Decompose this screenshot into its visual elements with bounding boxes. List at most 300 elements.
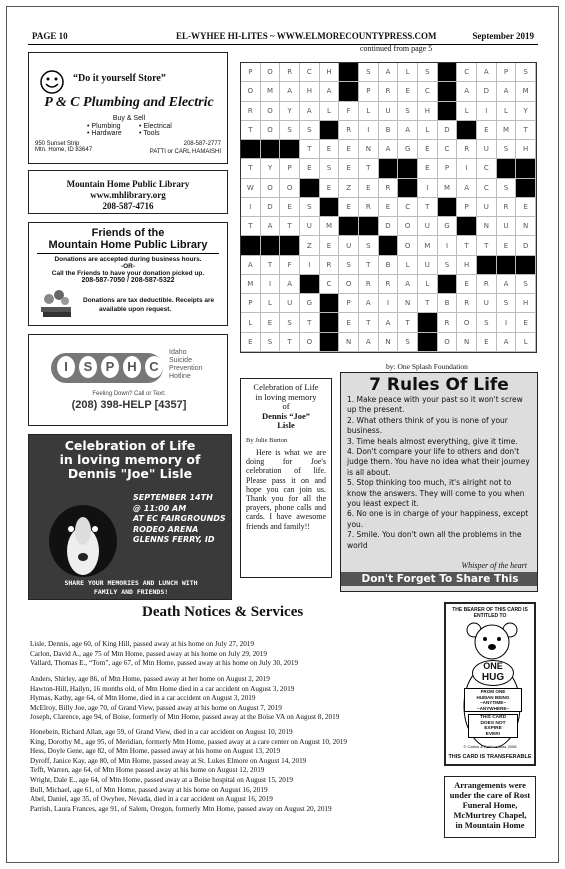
- crossword-cell: R: [320, 256, 340, 275]
- notice-item: Hawton-Hill, Hailyn, 16 months old, of Mtn Home died in a car accident on August 3, 2019: [30, 684, 295, 693]
- crossword-cell: S: [261, 333, 281, 352]
- crossword-cell: O: [261, 102, 281, 121]
- isph-name-2: Suicide: [169, 357, 192, 364]
- crossword-cell: R: [241, 102, 261, 121]
- crossword-cell: P: [241, 63, 261, 82]
- pc-items-right: • Electrical • Tools: [139, 123, 172, 137]
- crossword-cell: G: [398, 140, 418, 159]
- crossword-cell: E: [418, 140, 438, 159]
- crossword-cell: C: [320, 275, 340, 294]
- crossword-cell: E: [477, 333, 497, 352]
- crossword-cell: E: [418, 159, 438, 178]
- crossword-cell: H: [516, 294, 536, 313]
- crossword-black-cell: [280, 236, 300, 255]
- crossword-cell: N: [457, 333, 477, 352]
- crossword-cell: I: [438, 236, 458, 255]
- crossword-cell: S: [339, 256, 359, 275]
- crossword-cell: S: [418, 63, 438, 82]
- friends-line3: Call the Friends to have your donation picked up.: [51, 270, 205, 277]
- crossword-black-cell: [261, 140, 281, 159]
- crossword-cell: H: [516, 140, 536, 159]
- notice-item: Honebein, Richard Allan, age 59, of Grand View, died in a car accident on August 10, 2019: [30, 728, 293, 736]
- crossword-cell: S: [359, 63, 379, 82]
- crossword-cell: R: [457, 140, 477, 159]
- notice-item: Parrish, Laura Frances, age 91, of Salem, Oregon, formerly Mtn Home, passed away on August 20, 2019: [30, 804, 332, 813]
- crossword-cell: M: [516, 82, 536, 101]
- crossword-black-cell: [320, 313, 340, 332]
- crossword-cell: O: [300, 333, 320, 352]
- crossword-cell: C: [477, 159, 497, 178]
- notice-group-4: [30, 776, 332, 814]
- crossword-black-cell: [379, 159, 399, 178]
- crossword-black-cell: [497, 256, 517, 275]
- crossword-cell: S: [398, 102, 418, 121]
- article-byline: By Julie Burton: [246, 436, 288, 444]
- crossword-cell: H: [300, 82, 320, 101]
- crossword-cell: I: [359, 121, 379, 140]
- crossword-cell: O: [241, 82, 261, 101]
- crossword-cell: S: [497, 179, 517, 198]
- crossword-cell: H: [418, 102, 438, 121]
- flyer-details: [133, 493, 232, 546]
- crossword-cell: O: [280, 179, 300, 198]
- crossword-cell: S: [438, 256, 458, 275]
- rule-item: 2. What others think of you is none of your business.: [347, 415, 508, 436]
- crossword-cell: G: [438, 217, 458, 236]
- crossword-cell: S: [477, 313, 497, 332]
- crossword-cell: E: [280, 198, 300, 217]
- crossword-cell: U: [300, 217, 320, 236]
- crossword-black-cell: [339, 82, 359, 101]
- crossword-cell: R: [359, 198, 379, 217]
- crossword-cell: C: [418, 82, 438, 101]
- crossword-cell: O: [438, 333, 458, 352]
- friends-note2: available upon request.: [99, 306, 172, 313]
- crossword-cell: W: [241, 179, 261, 198]
- hug-arc: THE BEARER OF THIS CARD IS ENTITLED TO: [452, 607, 528, 619]
- isph-name-4: Hotline: [169, 373, 191, 380]
- hug-word: HUG: [481, 672, 505, 683]
- notice-item: Tefft, Warren, age 64, of Mtn Home passed away at his home on August 12, 2019: [30, 766, 265, 775]
- crossword-cell: E: [457, 275, 477, 294]
- notice-item: Abel, Daniel, age 35, of Owyhee, Nevada, died in a car accident on August 16, 2019: [30, 795, 273, 804]
- crossword-cell: Z: [300, 236, 320, 255]
- rule-item: 1. Make peace with your past so it won't screw up the present.: [347, 395, 523, 415]
- crossword-cell: T: [241, 217, 261, 236]
- isph-name-3: Prevention: [169, 365, 203, 372]
- crossword-cell: L: [241, 313, 261, 332]
- crossword-black-cell: [339, 63, 359, 82]
- crossword-cell: Y: [261, 159, 281, 178]
- crossword-black-cell: [457, 217, 477, 236]
- crossword-cell: M: [497, 121, 517, 140]
- continued-note: continued from page 5: [360, 44, 433, 53]
- crossword-cell: G: [300, 294, 320, 313]
- crossword-black-cell: [300, 275, 320, 294]
- crossword-cell: A: [280, 275, 300, 294]
- crossword-cell: S: [516, 275, 536, 294]
- crossword-cell: R: [457, 294, 477, 313]
- article-name2: Lisle: [277, 420, 295, 430]
- crossword-black-cell: [438, 102, 458, 121]
- crossword-cell: T: [457, 236, 477, 255]
- crossword-cell: A: [359, 333, 379, 352]
- crossword-black-cell: [398, 159, 418, 178]
- crossword-cell: P: [241, 294, 261, 313]
- pc-address: 950 Sunset Strip Mtn. Home, ID 83647: [35, 141, 93, 153]
- crossword-cell: R: [379, 179, 399, 198]
- crossword-cell: A: [379, 313, 399, 332]
- crossword-cell: P: [497, 63, 517, 82]
- crossword-cell: E: [516, 313, 536, 332]
- notice-item: Joseph, Clarence, age 94, of Boise, formerly of Mtn Home, passed away at the Boise VA on August 8, 2019: [30, 713, 340, 722]
- hug-one: ONE: [483, 661, 503, 671]
- crossword-cell: I: [418, 179, 438, 198]
- crossword-black-cell: [438, 82, 458, 101]
- crossword-cell: A: [280, 82, 300, 101]
- isph-letter: C: [145, 356, 163, 378]
- crossword-cell: E: [477, 121, 497, 140]
- friends-line2: -OR-: [120, 263, 136, 270]
- crossword-cell: I: [379, 294, 399, 313]
- crossword-cell: D: [438, 121, 458, 140]
- friends-title1: Friends of the: [91, 227, 165, 239]
- crossword-cell: I: [300, 256, 320, 275]
- crossword-cell: E: [379, 198, 399, 217]
- isph-letter: S: [79, 356, 97, 378]
- library-url: www.mhlibrary.org: [90, 190, 166, 200]
- crossword-cell: Y: [280, 102, 300, 121]
- flyer-title2: in loving memory of: [59, 452, 201, 467]
- notice-item: Bull, Michael, age 61, of Mtn Home, passed away at his home on August 16, 2019: [30, 785, 268, 794]
- rules-whisper: Whisper of the heart: [461, 561, 527, 570]
- crossword-cell: E: [398, 82, 418, 101]
- crossword-cell: M: [438, 179, 458, 198]
- crossword-cell: O: [261, 179, 281, 198]
- crossword-cell: T: [241, 159, 261, 178]
- death-notices-title: Death Notices & Services: [142, 604, 304, 620]
- crossword-cell: T: [359, 313, 379, 332]
- rule-item: 7. Smile. You don't own all the problems in the world: [347, 530, 522, 550]
- crossword-cell: R: [339, 121, 359, 140]
- crossword-cell: S: [516, 63, 536, 82]
- hug-from: FROM ONE HUMAN BEING ~ANYTIME~ ~ANYWHERE~: [464, 688, 522, 712]
- isph-feeling: Feeling Down? Call or Text:: [92, 391, 166, 397]
- crossword-cell: A: [379, 140, 399, 159]
- crossword-cell: N: [398, 294, 418, 313]
- crossword-cell: I: [241, 198, 261, 217]
- flyer-date: SEPTEMBER 14TH: [133, 493, 213, 502]
- crossword-cell: C: [300, 63, 320, 82]
- issue-date: September 2019: [472, 31, 534, 41]
- pc-items-left: • Plumbing • Hardware: [87, 123, 122, 137]
- crossword-cell: T: [359, 256, 379, 275]
- article-line3: of: [282, 401, 290, 411]
- crossword-cell: A: [497, 275, 517, 294]
- rule-item: 6. No one is in charge of your happiness, except you.: [347, 509, 529, 529]
- crossword-black-cell: [497, 159, 517, 178]
- crossword-cell: O: [457, 313, 477, 332]
- crossword-cell: U: [418, 256, 438, 275]
- crossword-cell: F: [339, 102, 359, 121]
- notice-item: Hess, Doyle Gene, age 82, of Mtn Home, passed away at his home on August 13, 2019: [30, 747, 281, 756]
- crossword-cell: L: [398, 256, 418, 275]
- notice-item: Carlon, David A., age 75 of Mtn Home, passed away at his home on July 29, 2019: [30, 649, 267, 658]
- crossword-black-cell: [359, 217, 379, 236]
- books-flowers-icon: [37, 287, 77, 321]
- crossword-cell: H: [457, 256, 477, 275]
- crossword-cell: A: [457, 179, 477, 198]
- crossword-cell: A: [379, 63, 399, 82]
- crossword-cell: L: [320, 102, 340, 121]
- crossword-cell: S: [359, 236, 379, 255]
- crossword-cell: P: [457, 198, 477, 217]
- crossword-black-cell: [516, 256, 536, 275]
- crossword-cell: M: [261, 82, 281, 101]
- crossword-cell: L: [497, 102, 517, 121]
- crossword-cell: L: [261, 294, 281, 313]
- crossword-cell: S: [280, 313, 300, 332]
- seven-rules-box: [340, 372, 538, 592]
- arrangements-box: Arrangements were under the care of Rost Funeral Home, McMurtrey Chapel, in Mountain Home: [444, 776, 536, 838]
- crossword-cell: P: [339, 294, 359, 313]
- crossword-cell: C: [457, 63, 477, 82]
- crossword-cell: R: [379, 275, 399, 294]
- pc-plumbing-ad: [28, 52, 228, 164]
- isph-letter: H: [123, 356, 141, 378]
- crossword-cell: U: [339, 236, 359, 255]
- crossword-black-cell: [398, 179, 418, 198]
- crossword-cell: T: [300, 140, 320, 159]
- crossword-cell: B: [379, 121, 399, 140]
- crossword-black-cell: [418, 313, 438, 332]
- flyer-place3: GLENNS FERRY, ID: [133, 535, 215, 544]
- crossword-cell: A: [497, 333, 517, 352]
- flyer-footer2: FAMILY AND FRIENDS!: [93, 588, 169, 596]
- crossword-black-cell: [241, 236, 261, 255]
- crossword-cell: P: [438, 159, 458, 178]
- crossword-cell: U: [379, 102, 399, 121]
- crossword-cell: U: [418, 217, 438, 236]
- crossword-cell: U: [280, 294, 300, 313]
- crossword-black-cell: [320, 121, 340, 140]
- crossword-cell: I: [477, 102, 497, 121]
- crossword-black-cell: [320, 294, 340, 313]
- crossword-cell: O: [261, 63, 281, 82]
- flyer-time: @ 11:00 AM: [133, 503, 187, 513]
- notice-item: Wright, Dale E., age 64, of Mtn Home, passed away at a Boise hospital on August 15, 2019: [30, 776, 294, 784]
- crossword-cell: D: [516, 236, 536, 255]
- crossword-cell: T: [280, 333, 300, 352]
- crossword-cell: R: [379, 82, 399, 101]
- crossword-cell: E: [339, 140, 359, 159]
- hug-transferable: THIS CARD IS TRANSFERABLE: [448, 754, 532, 760]
- crossword-cell: F: [280, 256, 300, 275]
- crossword-cell: L: [457, 102, 477, 121]
- crossword-cell: R: [359, 275, 379, 294]
- crossword-cell: A: [241, 256, 261, 275]
- crossword-cell: A: [477, 63, 497, 82]
- crossword-cell: S: [300, 198, 320, 217]
- crossword-cell: N: [516, 217, 536, 236]
- crossword-cell: O: [398, 236, 418, 255]
- rules-credit: by: One Splash Foundation: [386, 362, 468, 371]
- crossword-cell: E: [339, 159, 359, 178]
- crossword-black-cell: [379, 236, 399, 255]
- crossword-cell: E: [339, 313, 359, 332]
- crossword-cell: C: [398, 198, 418, 217]
- notice-item: King, Dorothy M., age 95, of Meridian, formerly Mtn Home, passed away at a care center on August 10, 2019: [30, 737, 347, 746]
- crossword-cell: O: [261, 121, 281, 140]
- crossword-black-cell: [418, 333, 438, 352]
- notice-group-1: [30, 640, 298, 669]
- pc-buysell: Buy & Sell: [112, 115, 146, 122]
- crossword-black-cell: [261, 236, 281, 255]
- crossword-cell: P: [359, 82, 379, 101]
- isph-letters: [57, 356, 163, 378]
- library-ad: [28, 170, 228, 214]
- notice-item: McElroy, Billy Joe, age 70, of Grand View, passed away at his home on August 7, 2019: [30, 703, 282, 712]
- crossword-cell: E: [320, 179, 340, 198]
- isph-name: [169, 349, 202, 381]
- crossword-cell: L: [418, 121, 438, 140]
- rules-title: 7 Rules Of Life: [369, 375, 509, 395]
- crossword-cell: U: [497, 217, 517, 236]
- crossword-cell: D: [477, 82, 497, 101]
- crossword-cell: E: [261, 313, 281, 332]
- crossword-cell: L: [516, 333, 536, 352]
- crossword-grid: [240, 62, 537, 353]
- pc-owners: PATTI or CARL HAMAISHI: [149, 149, 221, 155]
- crossword-cell: T: [241, 121, 261, 140]
- crossword-cell: E: [320, 236, 340, 255]
- crossword-black-cell: [241, 140, 261, 159]
- article-line1: Celebration of Life: [253, 382, 319, 392]
- notice-item: Hymas, Kathy, age 64, of Mtn Home, died in a car accident on August 3, 2019: [30, 694, 256, 703]
- crossword-cell: I: [497, 313, 517, 332]
- friends-library-ad: [28, 222, 228, 326]
- celebration-article: [240, 378, 332, 578]
- crossword-cell: Y: [516, 102, 536, 121]
- crossword-cell: T: [418, 294, 438, 313]
- crossword-cell: M: [241, 275, 261, 294]
- crossword-cell: A: [320, 82, 340, 101]
- crossword-cell: R: [280, 63, 300, 82]
- pc-slogan: “Do it yourself Store”: [73, 73, 166, 84]
- article-line2: in loving memory: [255, 391, 317, 402]
- friends-note1: Donations are tax deductible. Receipts are: [83, 297, 215, 304]
- crossword-cell: R: [477, 275, 497, 294]
- hug-card: [444, 602, 536, 766]
- crossword-cell: S: [280, 121, 300, 140]
- crossword-cell: E: [359, 179, 379, 198]
- flyer-footer: [29, 579, 232, 597]
- crossword-cell: S: [497, 294, 517, 313]
- notice-item: Dyroff, Janice Kay, age 80, of Mtn Home, passed away at St. Lukes Elmore on August 14, 2019: [30, 756, 307, 765]
- crossword-cell: E: [497, 236, 517, 255]
- crossword-cell: L: [359, 102, 379, 121]
- flyer-title3: Dennis "Joe" Lisle: [67, 466, 193, 481]
- page-number: PAGE 10: [32, 31, 68, 41]
- crossword-cell: E: [320, 140, 340, 159]
- crossword-cell: R: [497, 198, 517, 217]
- crossword-cell: E: [339, 198, 359, 217]
- crossword-cell: T: [300, 313, 320, 332]
- crossword-cell: N: [379, 333, 399, 352]
- friends-line1: Donations are accepted during business hours.: [54, 256, 202, 263]
- crossword-black-cell: [438, 275, 458, 294]
- crossword-cell: L: [398, 63, 418, 82]
- article-body: Here is what we are doing for Joe's celebration of life. Please pass it on and hope you can join us. Thank you for all the prayers, phone calls and cards. I have awesome friends and family!!: [246, 448, 326, 531]
- crossword-cell: E: [516, 198, 536, 217]
- crossword-cell: U: [477, 198, 497, 217]
- crossword-black-cell: [320, 198, 340, 217]
- rules-share: Don't Forget To Share This: [341, 572, 538, 586]
- rule-item: 5. Stop thinking too much, it's alright not to know the answers. They will come to you when you least expect it.: [347, 478, 525, 509]
- crossword-cell: R: [438, 313, 458, 332]
- crossword-black-cell: [320, 333, 340, 352]
- dog-photo: [33, 487, 133, 579]
- crossword-cell: A: [457, 82, 477, 101]
- crossword-cell: P: [280, 159, 300, 178]
- crossword-cell: O: [398, 217, 418, 236]
- flyer-place2: RODEO ARENA: [133, 524, 199, 534]
- crossword-cell: T: [398, 313, 418, 332]
- article-name1: Dennis “Joe”: [262, 410, 310, 421]
- isph-letter: P: [101, 356, 119, 378]
- crossword-cell: I: [457, 159, 477, 178]
- crossword-cell: D: [261, 198, 281, 217]
- notice-item: Anders, Shirley, age 86, of Mtn Home, passed away at her home on August 2, 2019: [30, 675, 270, 683]
- crossword-cell: T: [280, 217, 300, 236]
- crossword-cell: T: [261, 256, 281, 275]
- crossword-cell: S: [497, 140, 517, 159]
- library-name: Mountain Home Public Library: [66, 179, 190, 189]
- crossword-cell: E: [241, 333, 261, 352]
- rules-list: [341, 395, 537, 551]
- crossword-cell: T: [418, 198, 438, 217]
- crossword-cell: C: [477, 179, 497, 198]
- smiley-icon: [39, 69, 65, 95]
- crossword-cell: M: [418, 236, 438, 255]
- crossword-cell: T: [516, 121, 536, 140]
- crossword-cell: D: [379, 217, 399, 236]
- flyer-title1: Celebration of Life: [64, 438, 196, 453]
- crossword-black-cell: [300, 179, 320, 198]
- suicide-hotline-ad: [28, 334, 228, 426]
- crossword-black-cell: [438, 63, 458, 82]
- crossword-cell: T: [359, 159, 379, 178]
- crossword-cell: U: [477, 294, 497, 313]
- crossword-cell: S: [320, 159, 340, 178]
- crossword-cell: S: [300, 121, 320, 140]
- crossword-cell: A: [300, 102, 320, 121]
- crossword-cell: E: [300, 159, 320, 178]
- crossword-cell: H: [320, 63, 340, 82]
- crossword-black-cell: [280, 140, 300, 159]
- notice-group-2: [30, 675, 339, 723]
- notice-item: Vallard, Thomas E., “Tom”, age 67, of Mtn Home, passed away at his home on July 30, 2019: [30, 659, 299, 668]
- notice-item: Lisle, Dennis, age 60, of King Hill, passed away at his home on July 27, 2019: [30, 640, 254, 648]
- crossword-cell: A: [359, 294, 379, 313]
- notice-group-3: [30, 728, 347, 776]
- library-phone: 208-587-4716: [102, 201, 154, 211]
- crossword-black-cell: [477, 256, 497, 275]
- crossword-cell: A: [398, 121, 418, 140]
- isph-letter: I: [57, 356, 75, 378]
- crossword-cell: N: [477, 217, 497, 236]
- crossword-cell: A: [261, 217, 281, 236]
